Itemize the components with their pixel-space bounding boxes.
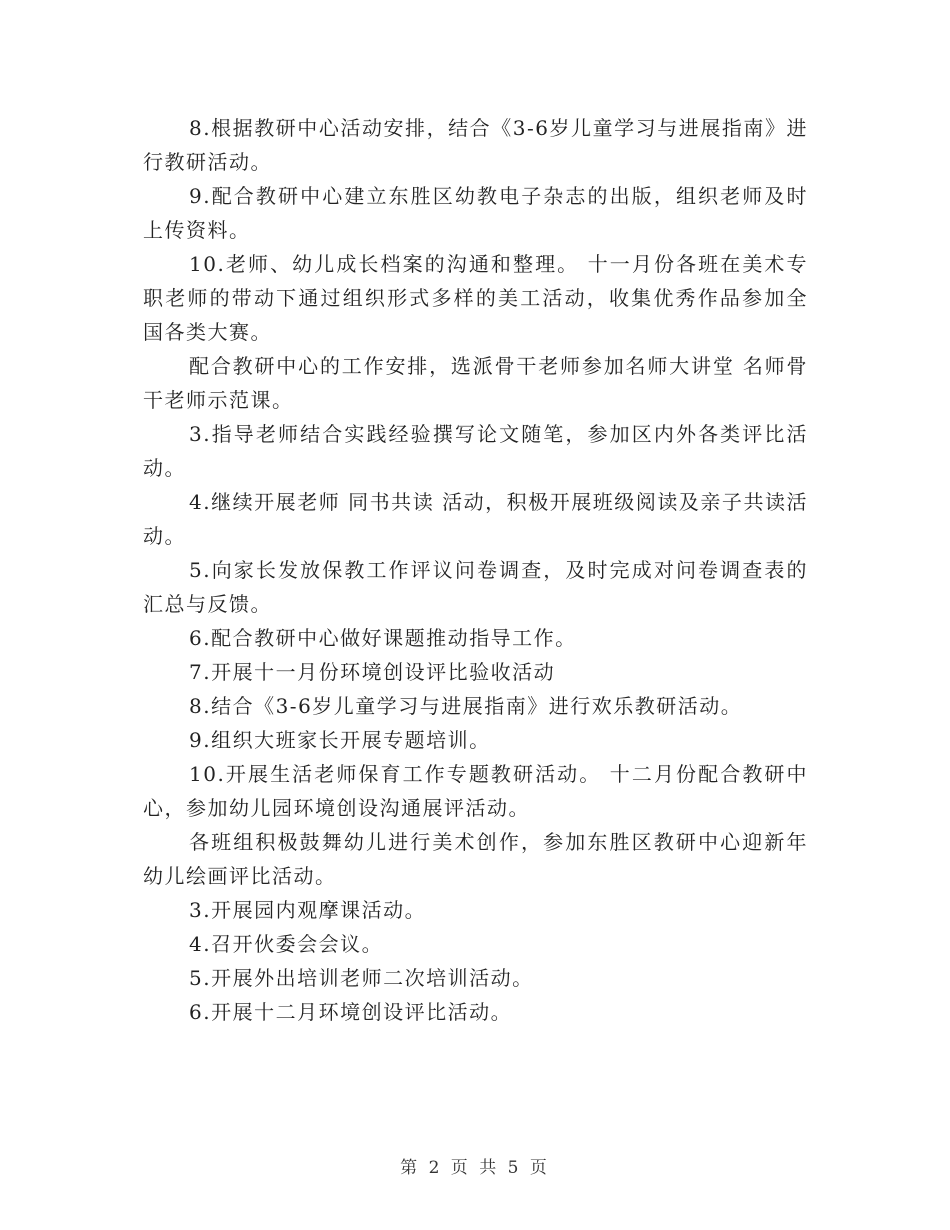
paragraph-10: 8.结合《3-6岁儿童学习与进展指南》进行欢乐教研活动。 [189, 694, 743, 718]
paragraph-15: 4.召开伙委会会议。 [189, 932, 384, 956]
document-body [143, 111, 808, 1029]
paragraph-14: 3.开展园内观摩课活动。 [189, 898, 427, 922]
paragraph-12: 10.开展生活老师保育工作专题教研活动。 十二月份配合教研中心，参加幼儿园环境创设沟通展评活动。 [143, 762, 808, 820]
paragraph-16: 5.开展外出培训老师二次培训活动。 [189, 966, 534, 990]
paragraph-2: 9.配合教研中心建立东胜区幼教电子杂志的出版，组织老师及时上传资料。 [143, 184, 808, 242]
paragraph-8: 6.配合教研中心做好课题推动指导工作。 [189, 626, 577, 650]
paragraph-6: 4.继续开展老师 同书共读 活动，积极开展班级阅读及亲子共读活动。 [143, 490, 808, 548]
paragraph-4: 配合教研中心的工作安排，选派骨干老师参加名师大讲堂 名师骨干老师示范课。 [143, 354, 808, 412]
page-number-footer: 第 2 页 共 5 页 [400, 1158, 550, 1178]
paragraph-5: 3.指导老师结合实践经验撰写论文随笔，参加区内外各类评比活动。 [143, 422, 808, 480]
paragraph-3: 10.老师、幼儿成长档案的沟通和整理。 十一月份各班在美术专职老师的带动下通过组织形式多样的美工活动，收集优秀作品参加全国各类大赛。 [143, 252, 808, 344]
paragraph-9: 7.开展十一月份环境创设评比验收活动 [189, 660, 556, 684]
paragraph-11: 9.组织大班家长开展专题培训。 [189, 728, 491, 752]
paragraph-13: 各班组积极鼓舞幼儿进行美术创作，参加东胜区教研中心迎新年幼儿绘画评比活动。 [143, 830, 808, 888]
paragraph-1: 8.根据教研中心活动安排，结合《3-6岁儿童学习与进展指南》进行教研活动。 [143, 116, 808, 174]
paragraph-7: 5.向家长发放保教工作评议问卷调查，及时完成对问卷调查表的汇总与反馈。 [143, 558, 808, 616]
paragraph-17: 6.开展十二月环境创设评比活动。 [189, 1000, 513, 1024]
